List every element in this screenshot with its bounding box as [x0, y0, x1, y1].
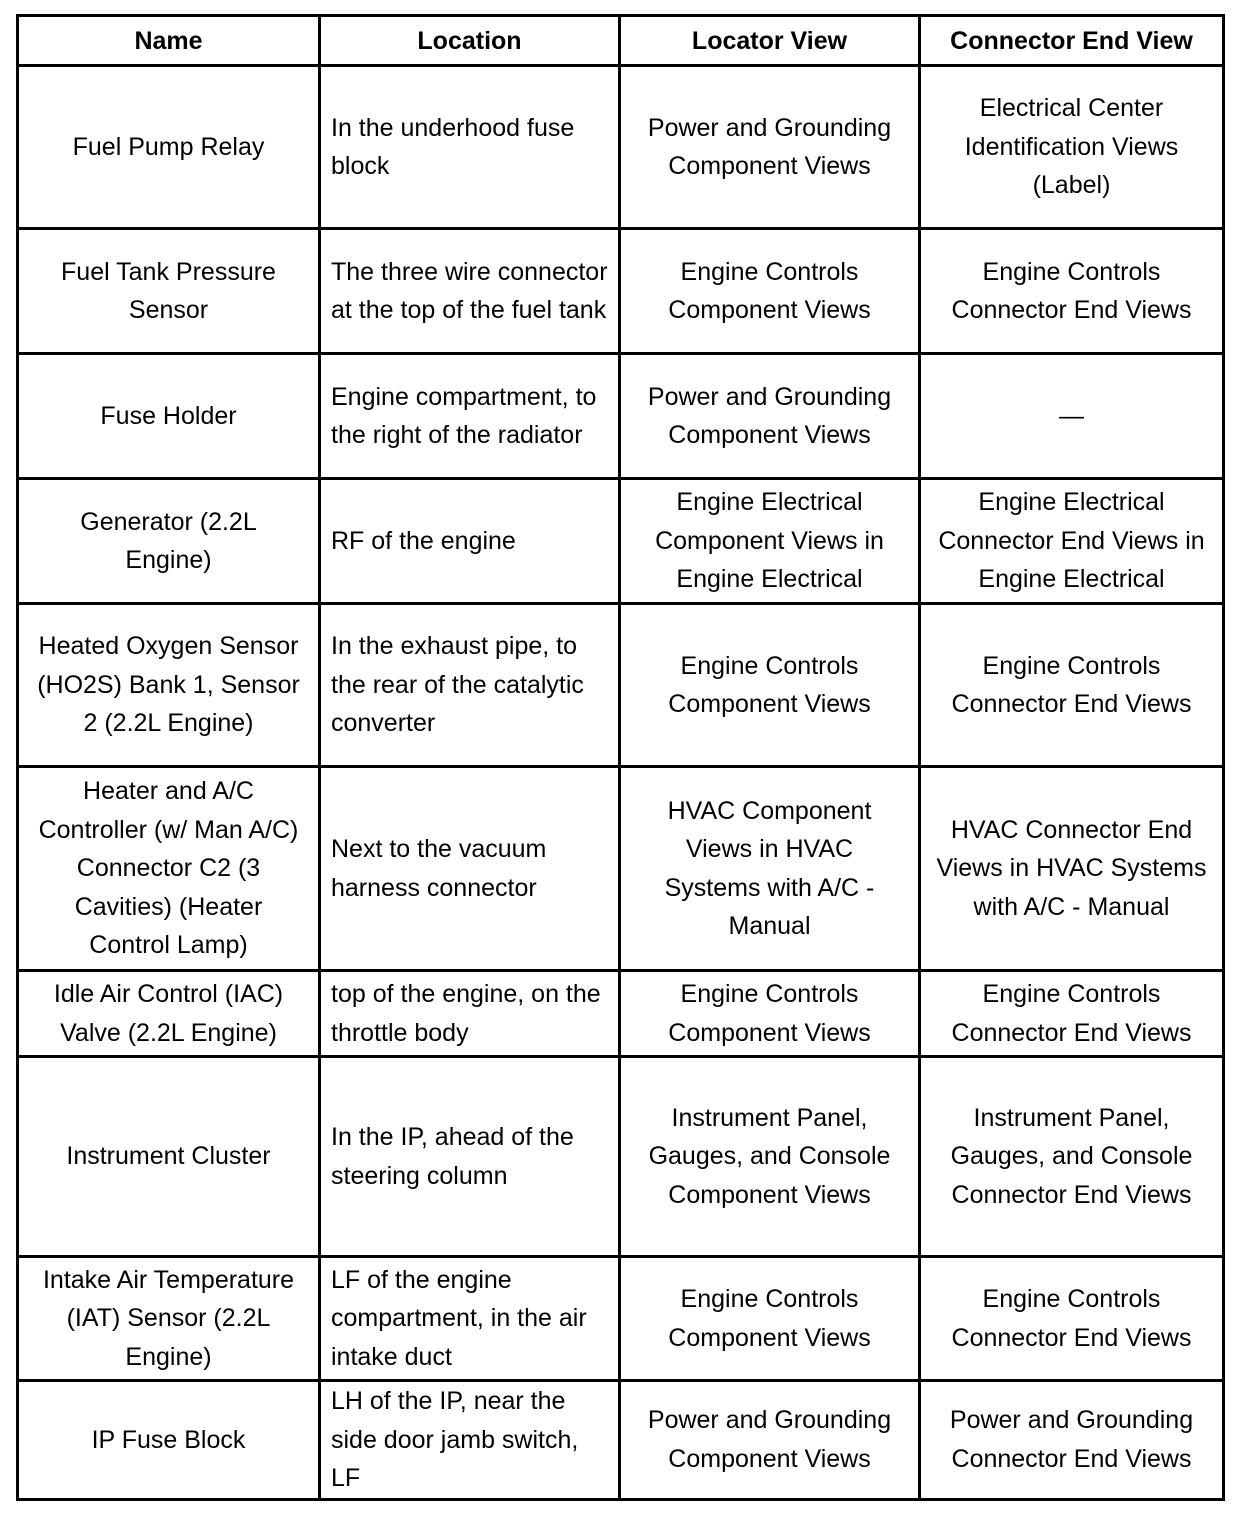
cell-name: Instrument Cluster: [18, 1057, 320, 1257]
cell-name: Heated Oxygen Sensor (HO2S) Bank 1, Sensor 2 (2.2L Engine): [18, 604, 320, 767]
cell-location: Next to the vacuum harness connector: [320, 767, 620, 971]
cell-connector-end-view: Engine Controls Connector End Views: [920, 229, 1224, 354]
table-row: [18, 66, 1224, 229]
cell-location: The three wire connector at the top of the fuel tank: [320, 229, 620, 354]
cell-locator-view: HVAC Component Views in HVAC Systems with A/C - Manual: [620, 767, 920, 971]
cell-name: Intake Air Temperature (IAT) Sensor (2.2L Engine): [18, 1257, 320, 1381]
cell-connector-end-view: Electrical Center Identification Views (Label): [920, 66, 1224, 229]
cell-locator-view: Engine Controls Component Views: [620, 1257, 920, 1381]
table-row: [18, 479, 1224, 604]
component-locator-table: [16, 14, 1225, 1501]
table-row: [18, 1381, 1224, 1500]
cell-name: Idle Air Control (IAC) Valve (2.2L Engine): [18, 971, 320, 1057]
cell-connector-end-view: Engine Controls Connector End Views: [920, 604, 1224, 767]
table-row: [18, 229, 1224, 354]
cell-name: Heater and A/C Controller (w/ Man A/C) Connector C2 (3 Cavities) (Heater Control Lamp): [18, 767, 320, 971]
cell-location: LH of the IP, near the side door jamb switch, LF: [320, 1381, 620, 1500]
cell-name: Generator (2.2L Engine): [18, 479, 320, 604]
cell-locator-view: Engine Controls Component Views: [620, 604, 920, 767]
table-row: [18, 354, 1224, 479]
cell-location: RF of the engine: [320, 479, 620, 604]
cell-connector-end-view: Instrument Panel, Gauges, and Console Connector End Views: [920, 1057, 1224, 1257]
cell-locator-view: Engine Controls Component Views: [620, 971, 920, 1057]
cell-location: top of the engine, on the throttle body: [320, 971, 620, 1057]
cell-name: Fuel Pump Relay: [18, 66, 320, 229]
cell-connector-end-view: Engine Controls Connector End Views: [920, 1257, 1224, 1381]
header-name: Name: [18, 16, 320, 66]
cell-locator-view: Power and Grounding Component Views: [620, 354, 920, 479]
cell-connector-end-view: HVAC Connector End Views in HVAC Systems with A/C - Manual: [920, 767, 1224, 971]
cell-location: In the IP, ahead of the steering column: [320, 1057, 620, 1257]
cell-name: Fuse Holder: [18, 354, 320, 479]
table-row: [18, 971, 1224, 1057]
cell-name: Fuel Tank Pressure Sensor: [18, 229, 320, 354]
cell-location: LF of the engine compartment, in the air intake duct: [320, 1257, 620, 1381]
header-locator-view: Locator View: [620, 16, 920, 66]
cell-connector-end-view: —: [920, 354, 1224, 479]
header-location: Location: [320, 16, 620, 66]
cell-location: In the underhood fuse block: [320, 66, 620, 229]
header-connector-end-view: Connector End View: [920, 16, 1224, 66]
cell-locator-view: Instrument Panel, Gauges, and Console Component Views: [620, 1057, 920, 1257]
cell-connector-end-view: Power and Grounding Connector End Views: [920, 1381, 1224, 1500]
table-row: [18, 1057, 1224, 1257]
table-row: [18, 1257, 1224, 1381]
cell-name: IP Fuse Block: [18, 1381, 320, 1500]
cell-locator-view: Engine Controls Component Views: [620, 229, 920, 354]
cell-locator-view: Power and Grounding Component Views: [620, 66, 920, 229]
header-row: [18, 16, 1224, 66]
cell-location: Engine compartment, to the right of the radiator: [320, 354, 620, 479]
cell-locator-view: Power and Grounding Component Views: [620, 1381, 920, 1500]
table-row: [18, 767, 1224, 971]
table-row: [18, 604, 1224, 767]
cell-connector-end-view: Engine Controls Connector End Views: [920, 971, 1224, 1057]
cell-locator-view: Engine Electrical Component Views in Engine Electrical: [620, 479, 920, 604]
cell-connector-end-view: Engine Electrical Connector End Views in Engine Electrical: [920, 479, 1224, 604]
cell-location: In the exhaust pipe, to the rear of the catalytic converter: [320, 604, 620, 767]
